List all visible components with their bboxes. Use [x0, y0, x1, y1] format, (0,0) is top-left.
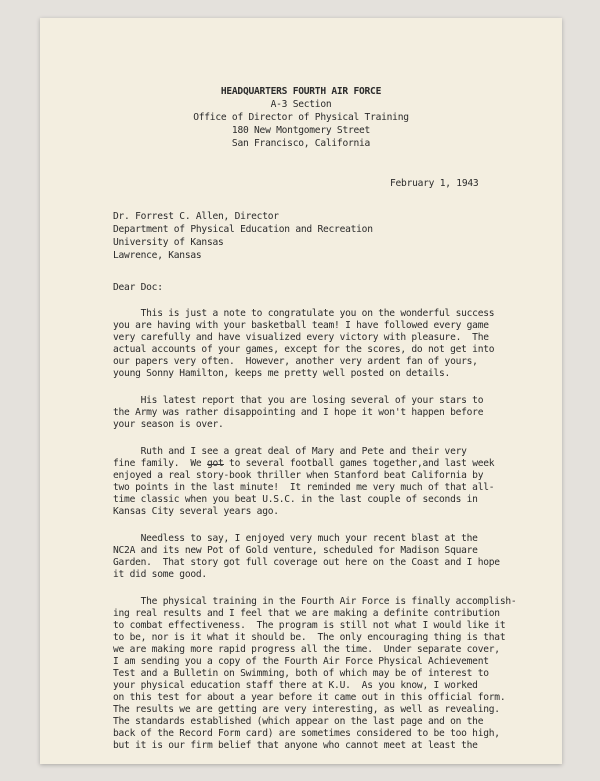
- paragraph-3-text: to several football games together,and last week: [223, 458, 495, 469]
- letterhead-office: Office of Director of Physical Training: [193, 112, 409, 123]
- paragraph-4-line: Garden. That story got full coverage out here on the Coast and I hope: [113, 557, 500, 568]
- letterhead-city: San Francisco, California: [231, 138, 371, 149]
- letterhead-street: 180 New Montgomery Street: [231, 125, 371, 136]
- paragraph-5-line: I am sending you a copy of the Fourth Air Force Physical Achievement: [113, 656, 489, 667]
- paragraph-5-line: on this test for about a year before it came out in this official form.: [113, 692, 506, 703]
- paragraph-5-line: The standards established (which appear on the last page and on the: [113, 716, 484, 727]
- paragraph-1-line: young Sonny Hamilton, keeps me pretty well posted on details.: [113, 368, 451, 379]
- letter-date: February 1, 1943: [390, 178, 479, 189]
- letter-page: [40, 18, 562, 764]
- paragraph-2-line: the Army was rather disappointing and I hope it won't happen before: [113, 407, 484, 418]
- paragraph-3-line: time classic when you beat U.S.C. in the last couple of seconds in: [113, 494, 478, 505]
- paragraph-1-line: This is just a note to congratulate you on the wonderful success: [113, 308, 495, 319]
- recipient-department: Department of Physical Education and Recreation: [113, 224, 373, 235]
- paragraph-5-line: Test and a Bulletin on Swimming, both of which may be of interest to: [113, 668, 489, 679]
- paragraph-5-line: but it is our firm belief that anyone who cannot meet at least the: [113, 740, 478, 751]
- paragraph-5-line: we are making more rapid progress all the time. Under separate cover,: [113, 644, 500, 655]
- paragraph-3-line: Ruth and I see a great deal of Mary and Pete and their very: [113, 446, 467, 457]
- paragraph-4-line: it did some good.: [113, 569, 207, 580]
- paragraph-2-line: your season is over.: [113, 419, 224, 430]
- paragraph-1-line: actual accounts of your games, except for the scores, do not get into: [113, 344, 495, 355]
- paragraph-5-line: ing real results and I feel that we are making a definite contribution: [113, 608, 500, 619]
- paragraph-5-line: to combat effectiveness. The program is still not what I would like it: [113, 620, 506, 631]
- paragraph-3-line: [113, 458, 494, 470]
- paragraph-3-text: fine family. We: [113, 458, 207, 469]
- recipient-name: Dr. Forrest C. Allen, Director: [113, 211, 279, 222]
- paragraph-5-line: your physical education staff there at K.U. As you know, I worked: [113, 680, 478, 691]
- paragraph-4-line: Needless to say, I enjoyed very much your recent blast at the: [113, 533, 478, 544]
- paragraph-1-line: you are having with your basketball team! I have followed every game: [113, 320, 489, 331]
- paragraph-4-line: NC2A and its new Pot of Gold venture, scheduled for Madison Square: [113, 545, 478, 556]
- paragraph-5-line: to be, nor is it what it should be. The only encouraging thing is that: [113, 632, 506, 643]
- paragraph-5-line: The results we are getting are very interesting, as well as revealing.: [113, 704, 500, 715]
- paragraph-3-line: Kansas City several years ago.: [113, 506, 279, 517]
- recipient-city: Lawrence, Kansas: [113, 250, 202, 261]
- letterhead-section: A-3 Section: [270, 99, 332, 110]
- recipient-university: University of Kansas: [113, 237, 224, 248]
- letter-text: [40, 18, 562, 764]
- letterhead-title: HEADQUARTERS FOURTH AIR FORCE: [220, 86, 382, 97]
- paragraph-2-line: His latest report that you are losing several of your stars to: [113, 395, 484, 406]
- paragraph-5-line: The physical training in the Fourth Air Force is finally accomplish-: [113, 596, 517, 607]
- paragraph-3-line: enjoyed a real story-book thriller when Stanford beat California by: [113, 470, 484, 481]
- paragraph-1-line: very carefully and have visualized every victory with pleasure. The: [113, 332, 489, 343]
- paragraph-5-line: back of the Record Form card) are sometimes considered to be too high,: [113, 728, 500, 739]
- salutation: Dear Doc:: [113, 282, 163, 293]
- paragraph-3-line: two points in the last minute! It reminded me very much of that all-: [113, 482, 495, 493]
- paragraph-1-line: our papers very often. However, another very ardent fan of yours,: [113, 356, 478, 367]
- struck-word: got: [206, 458, 224, 469]
